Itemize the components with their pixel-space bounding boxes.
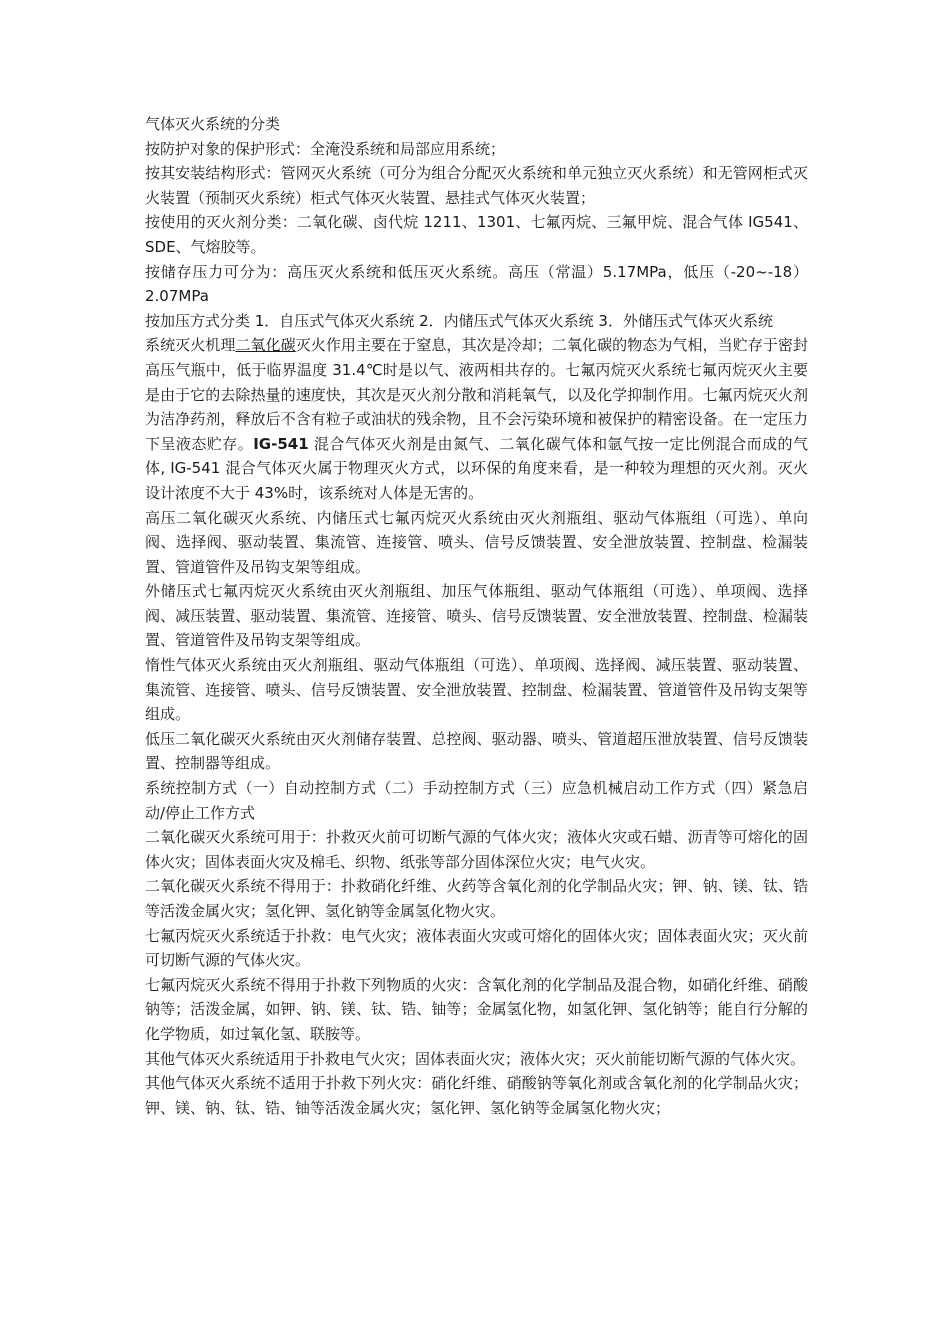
- document-title: 气体灭火系统的分类: [145, 115, 281, 133]
- paragraph-other-gas-restriction: 其他气体灭火系统不适用于扑救下列火灾：硝化纤维、硝酸钠等氧化剂或含氧化剂的化学制品火灾；钾、镁、钠、钛、锆、铀等活泼金属火灾；氢化钾、氢化钠等金属氢化物火灾；: [145, 1074, 808, 1117]
- paragraph-mechanism: [145, 333, 808, 505]
- mechanism-underlined-term: 二氧化碳: [235, 336, 296, 355]
- paragraph-install-structure: 按其安装结构形式：管网灭火系统（可分为组合分配灭火系统和单元独立灭火系统）和无管网柜式灭火装置（预制灭火系统）柜式气体灭火装置、悬挂式气体灭火装置；: [145, 164, 808, 207]
- paragraph-inert-gas: 惰性气体灭火系统由灭火剂瓶组、驱动气体瓶组（可选）、单项阀、选择阀、减压装置、驱动装置、集流管、连接管、喷头、信号反馈装置、安全泄放装置、控制盘、检漏装置、管道管件及吊钩支架等组成。: [145, 656, 808, 724]
- mechanism-middle: 灭火作用主要在于窒息，其次是冷却；二氧化碳的物态为气相，当贮存于密封高压气瓶中，低于临界温度 31.4℃时是以气、液两相共存的。七氟丙烷灭火系统七氟丙烷灭火主要是由于它的去除热量的速度快，其次是灭火剂分散和消耗氧气，以及化学抑制作用。七氟丙烷灭火剂为洁净药剂，释放后不含有粒子或油状的残余物，且不会污染环境和被保护的精密设备。在一定压力下呈液态贮存。: [145, 336, 808, 453]
- document-body: [145, 112, 808, 1120]
- paragraph-protection-form: 按防护对象的保护形式：全淹没系统和局部应用系统；: [145, 139, 506, 158]
- paragraph-high-pressure-co2: 高压二氧化碳灭火系统、内储压式七氟丙烷灭火系统由灭火剂瓶组、驱动气体瓶组（可选）、单向阀、选择阀、驱动装置、集流管、连接管、喷头、信号反馈装置、安全泄放装置、控制盘、检漏装置、管道管件及吊钩支架等组成。: [145, 508, 808, 576]
- paragraph-co2-usage: 二氧化碳灭火系统可用于：扑救灭火前可切断气源的气体火灾；液体火灾或石蜡、沥青等可熔化的固体火灾；固体表面火灾及棉毛、织物、纸张等部分固体深位火灾；电气火灾。: [145, 828, 808, 871]
- paragraph-low-pressure-co2: 低压二氧化碳灭火系统由灭火剂储存装置、总控阀、驱动器、喷头、管道超压泄放装置、信号反馈装置、控制器等组成。: [145, 729, 808, 773]
- paragraph-other-gas-usage: 其他气体灭火系统适用于扑救电气火灾；固体表面火灾；液体火灾；灭火前能切断气源的气体火灾。: [145, 1049, 806, 1068]
- paragraph-control-modes: 系统控制方式（一）自动控制方式（二）手动控制方式（三）应急机械启动工作方式（四）紧急启动/停止工作方式: [145, 779, 808, 822]
- paragraph-agent-type: 按使用的灭火剂分类：二氧化碳、卤代烷 1211、1301、七氟丙烷、三氟甲烷、混合气体 IG541、SDE、气熔胶等。: [145, 213, 808, 256]
- mechanism-suffix: 混合气体灭火剂是由氮气、二氧化碳气体和氩气按一定比例混合而成的气体, IG-541 混合气体灭火属于物理灭火方式，以环保的角度来看，是一种较为理想的灭火剂。灭火设计浓度不大于 43%时，该系统对人体是无害的。: [145, 434, 808, 502]
- paragraph-pressurization: 按加压方式分类 1．自压式气体灭火系统 2．内储压式气体灭火系统 3．外储压式气体灭火系统: [145, 311, 773, 330]
- paragraph-hfc-usage: 七氟丙烷灭火系统适于扑救：电气火灾；液体表面火灾或可熔化的固体火灾；固体表面火灾；灭火前可切断气源的气体火灾。: [145, 926, 808, 970]
- paragraph-hfc-restriction: 七氟丙烷灭火系统不得用于扑救下列物质的火灾：含氧化剂的化学制品及混合物，如硝化纤维、硝酸钠等；活泼金属，如钾、钠、镁、钛、锆、铀等；金属氢化物，如氢化钾、氢化钠等；能自行分解的化学物质，如过氧化氢、联胺等。: [145, 975, 808, 1043]
- paragraph-storage-pressure: 按储存压力可分为：高压灭火系统和低压灭火系统。高压（常温）5.17MPa，低压（-20~-18）2.07MPa: [145, 262, 808, 306]
- mechanism-prefix: 系统灭火机理: [145, 336, 236, 355]
- mechanism-bold-term: IG-541: [253, 434, 309, 453]
- paragraph-co2-restriction: 二氧化碳灭火系统不得用于：扑救硝化纤维、火药等含氧化剂的化学制品火灾；钾、钠、镁、钛、锆等活泼金属火灾；氢化钾、氢化钠等金属氢化物火灾。: [145, 877, 808, 920]
- paragraph-external-pressure-hfc: 外储压式七氟丙烷灭火系统由灭火剂瓶组、加压气体瓶组、驱动气体瓶组（可选）、单项阀、选择阀、减压装置、驱动装置、集流管、连接管、喷头、信号反馈装置、安全泄放装置、控制盘、检漏装置、管道管件及吊钩支架等组成。: [145, 582, 808, 650]
